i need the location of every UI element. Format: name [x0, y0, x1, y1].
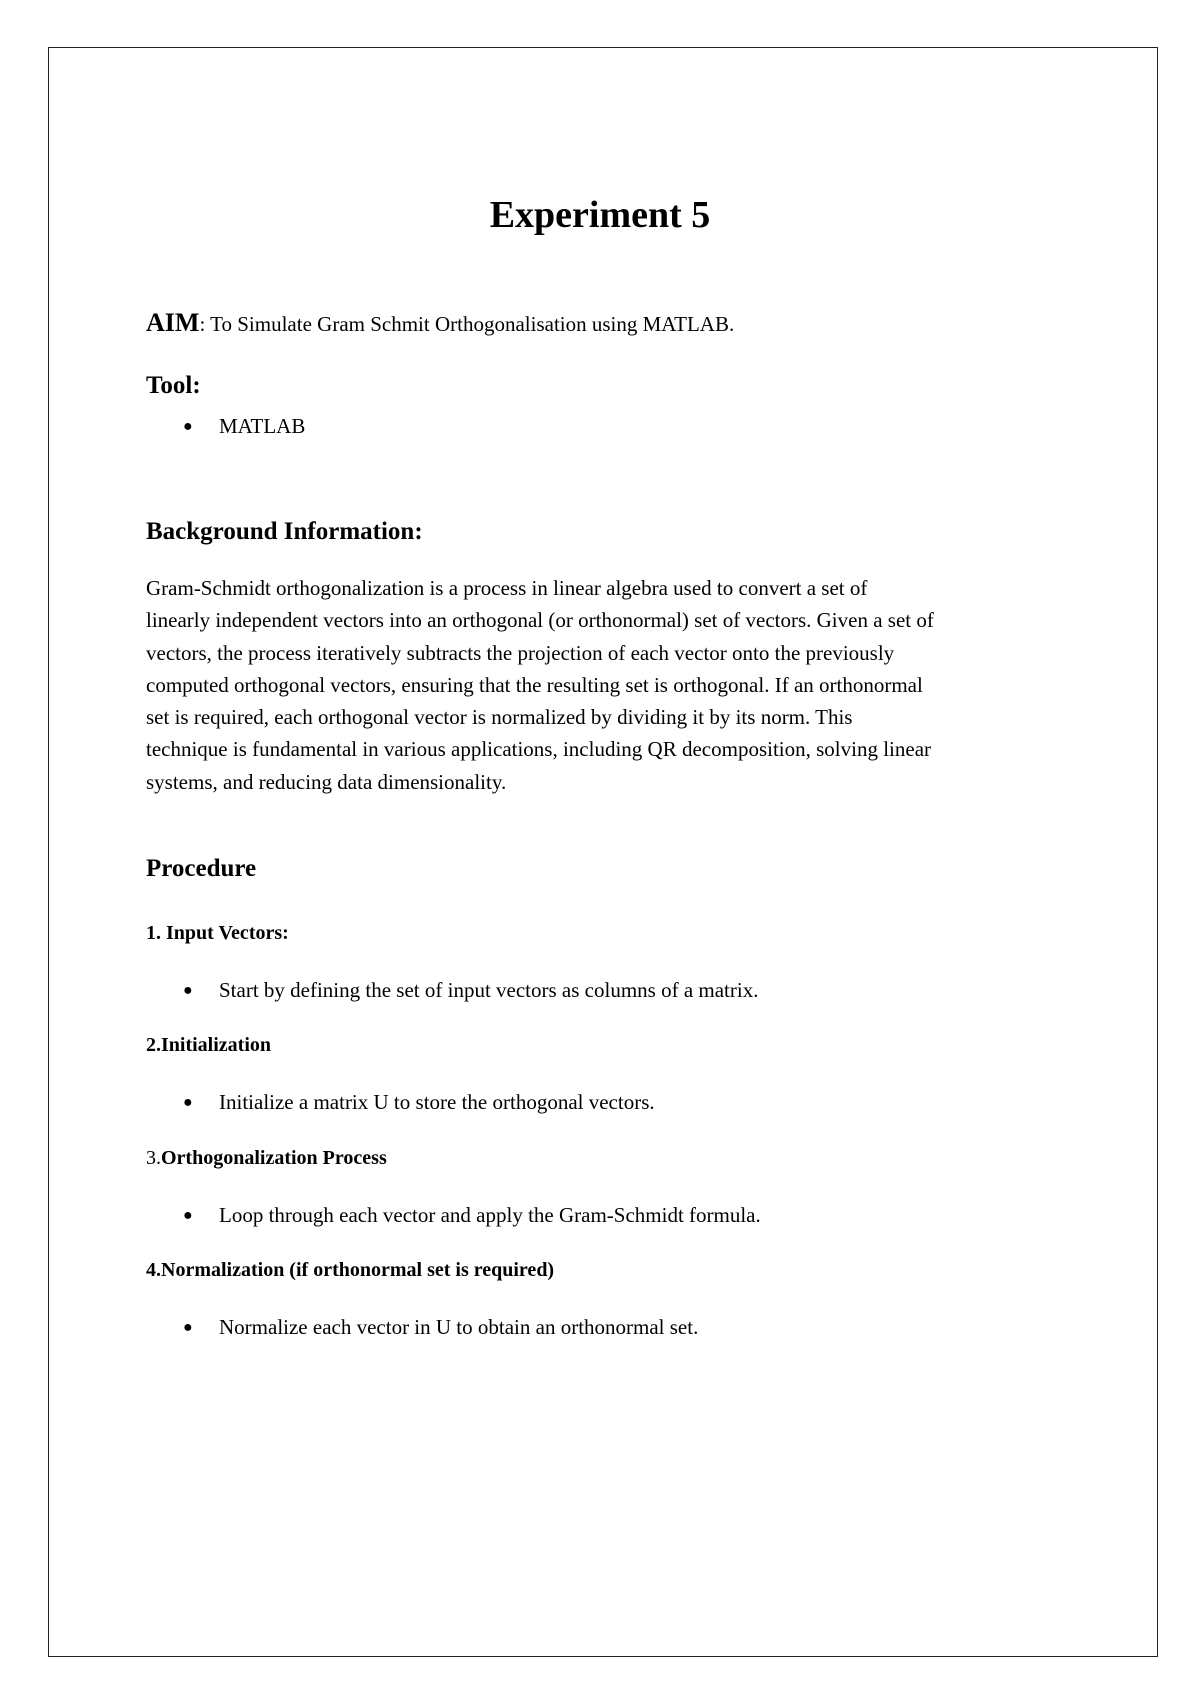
procedure-step-4-bullet	[183, 1315, 698, 1340]
paragraph-line: vectors, the process iteratively subtracts the projection of each vector onto the previously	[146, 640, 895, 665]
tool-item-label: MATLAB	[219, 414, 306, 438]
page-title: Experiment 5	[489, 194, 711, 236]
step-title: Input Vectors:	[166, 922, 289, 944]
procedure-step-2-heading	[146, 1034, 271, 1057]
aim-label: AIM	[146, 308, 200, 337]
step-title: Initialization	[161, 1034, 272, 1056]
step-number: 3.	[146, 1147, 161, 1169]
tool-list-item	[183, 414, 305, 439]
tool-heading: Tool:	[146, 372, 201, 399]
step-bullet-text: Loop through each vector and apply the Gram-Schmidt formula.	[219, 1203, 761, 1227]
procedure-heading: Procedure	[146, 855, 257, 882]
aim-text: : To Simulate Gram Schmit Orthogonalisation using MATLAB.	[199, 312, 735, 336]
bullet-icon: ●	[183, 1319, 193, 1336]
procedure-step-3-heading	[146, 1147, 387, 1170]
step-number: 4.	[146, 1259, 161, 1281]
page-border	[48, 47, 1158, 1657]
paragraph-line: set is required, each orthogonal vector is normalized by dividing it by its norm. This	[146, 705, 853, 730]
step-number: 1.	[146, 922, 166, 944]
step-bullet-text: Normalize each vector in U to obtain an orthonormal set.	[219, 1315, 699, 1339]
background-heading: Background Information:	[146, 518, 423, 545]
bullet-icon: ●	[183, 1207, 193, 1224]
procedure-step-4-heading	[146, 1259, 554, 1282]
step-number: 2.	[146, 1034, 161, 1056]
procedure-step-1-bullet	[183, 978, 758, 1003]
procedure-step-2-bullet	[183, 1090, 655, 1115]
aim-line	[146, 308, 734, 338]
background-paragraph	[146, 572, 1076, 798]
step-bullet-text: Initialize a matrix U to store the orthogonal vectors.	[219, 1090, 655, 1114]
paragraph-line: systems, and reducing data dimensionality.	[146, 769, 507, 794]
paragraph-line: computed orthogonal vectors, ensuring that the resulting set is orthogonal. If an orthonormal	[146, 672, 923, 697]
step-title: Normalization (if orthonormal set is required)	[161, 1259, 555, 1281]
bullet-icon: ●	[183, 418, 193, 435]
step-title: Orthogonalization Process	[161, 1147, 387, 1169]
paragraph-line: linearly independent vectors into an orthogonal (or orthonormal) set of vectors. Given a set of	[146, 608, 934, 633]
paragraph-line: technique is fundamental in various applications, including QR decomposition, solving linear	[146, 737, 932, 762]
procedure-step-3-bullet	[183, 1203, 761, 1228]
paragraph-line: Gram-Schmidt orthogonalization is a process in linear algebra used to convert a set of	[146, 576, 868, 600]
bullet-icon: ●	[183, 982, 193, 999]
procedure-step-1-heading	[146, 922, 289, 945]
step-bullet-text: Start by defining the set of input vectors as columns of a matrix.	[219, 978, 759, 1002]
bullet-icon: ●	[183, 1094, 193, 1111]
